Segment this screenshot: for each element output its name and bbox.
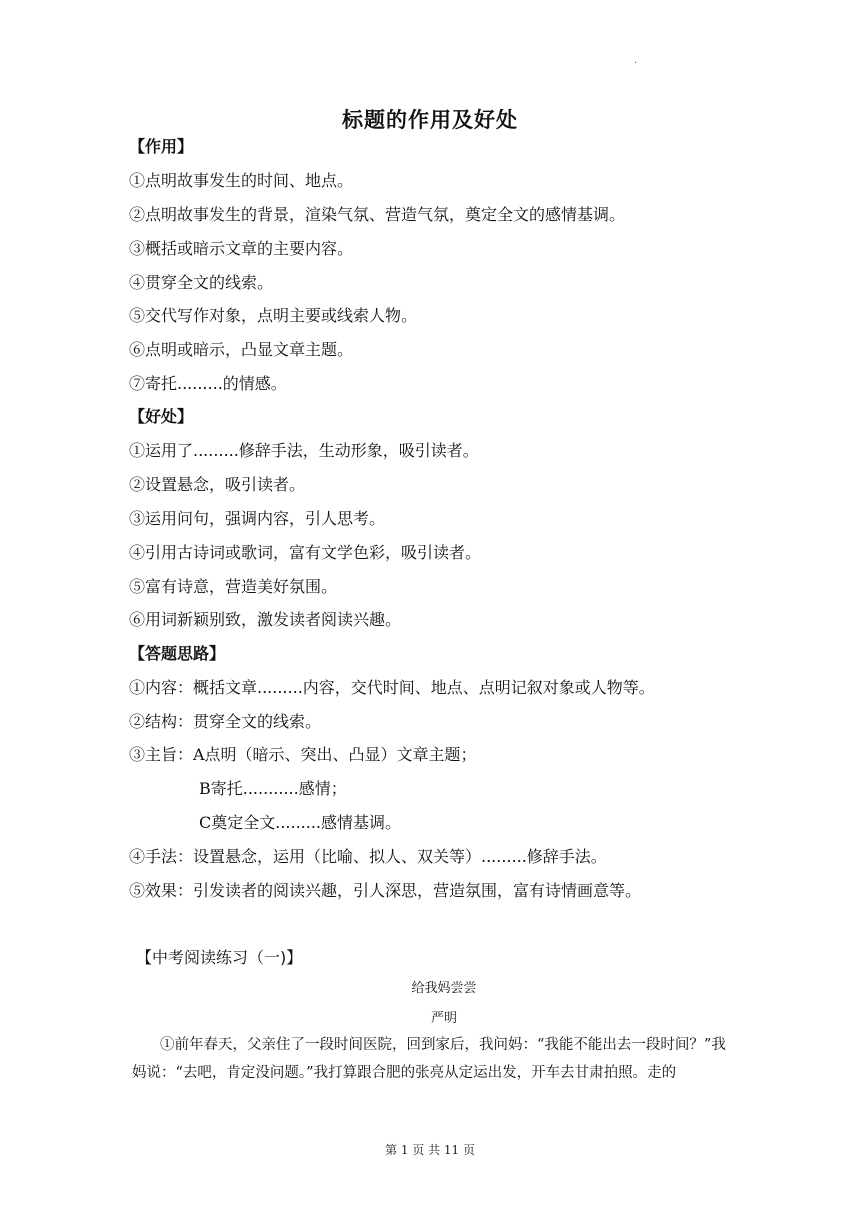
approach-subitem: C奠定全文.........感情基调。 (199, 813, 402, 832)
role-item: ③概括或暗示文章的主要内容。 (129, 239, 354, 258)
approach-item: ④手法：设置悬念，运用（比喻、拟人、双关等）.........修辞手法。 (129, 847, 607, 866)
practice-heading: 【中考阅读练习（一)】 (136, 948, 303, 967)
article-title: 给我妈尝尝 (411, 981, 477, 996)
approach-item: ①内容：概括文章.........内容，交代时间、地点、点明记叙对象或人物等。 (129, 678, 655, 697)
approach-subitem: B寄托...........感情； (199, 779, 347, 798)
benefit-item: ④引用古诗词或歌词，富有文学色彩，吸引读者。 (129, 543, 482, 562)
section-heading-approach: 【答题思路】 (129, 644, 226, 663)
role-item: ⑦寄托.........的情感。 (129, 374, 287, 393)
page-title: 标题的作用及好处 (342, 108, 518, 132)
page-marker: · (634, 58, 638, 69)
role-item: ②点明故事发生的背景，渲染气氛、营造气氛，奠定全文的感情基调。 (129, 205, 626, 224)
approach-item: ⑤效果：引发读者的阅读兴趣，引人深思，营造氛围，富有诗情画意等。 (129, 881, 642, 900)
section-heading-benefit: 【好处】 (129, 407, 194, 426)
benefit-item: ②设置悬念，吸引读者。 (129, 475, 306, 494)
article-author: 严明 (430, 1011, 457, 1026)
role-item: ①点明故事发生的时间、地点。 (129, 171, 354, 190)
benefit-item: ⑥用词新颖别致，激发读者阅读兴趣。 (129, 610, 402, 629)
benefit-item: ①运用了.........修辞手法，生动形象，吸引读者。 (129, 441, 479, 460)
role-item: ⑤交代写作对象，点明主要或线索人物。 (129, 306, 418, 325)
section-heading-role: 【作用】 (129, 137, 194, 156)
approach-item: ③主旨：A点明（暗示、突出、凸显）文章主题； (129, 745, 477, 764)
benefit-item: ③运用问句，强调内容，引人思考。 (129, 509, 386, 528)
article-paragraph: ①前年春天，父亲住了一段时间医院，回到家后，我问妈：“我能不能出去一段时间？”我妈说：“去吧，肯定没问题。”我打算跟合肥的张亮从定运出发，开车去甘肃拍照。走的 (132, 1037, 726, 1081)
approach-item: ②结构：贯穿全文的线索。 (129, 712, 322, 731)
role-item: ④贯穿全文的线索。 (129, 273, 274, 292)
page-footer: 第 1 页 共 11 页 (385, 1143, 475, 1157)
benefit-item: ⑤富有诗意，营造美好氛围。 (129, 577, 338, 596)
role-item: ⑥点明或暗示，凸显文章主题。 (129, 340, 354, 359)
